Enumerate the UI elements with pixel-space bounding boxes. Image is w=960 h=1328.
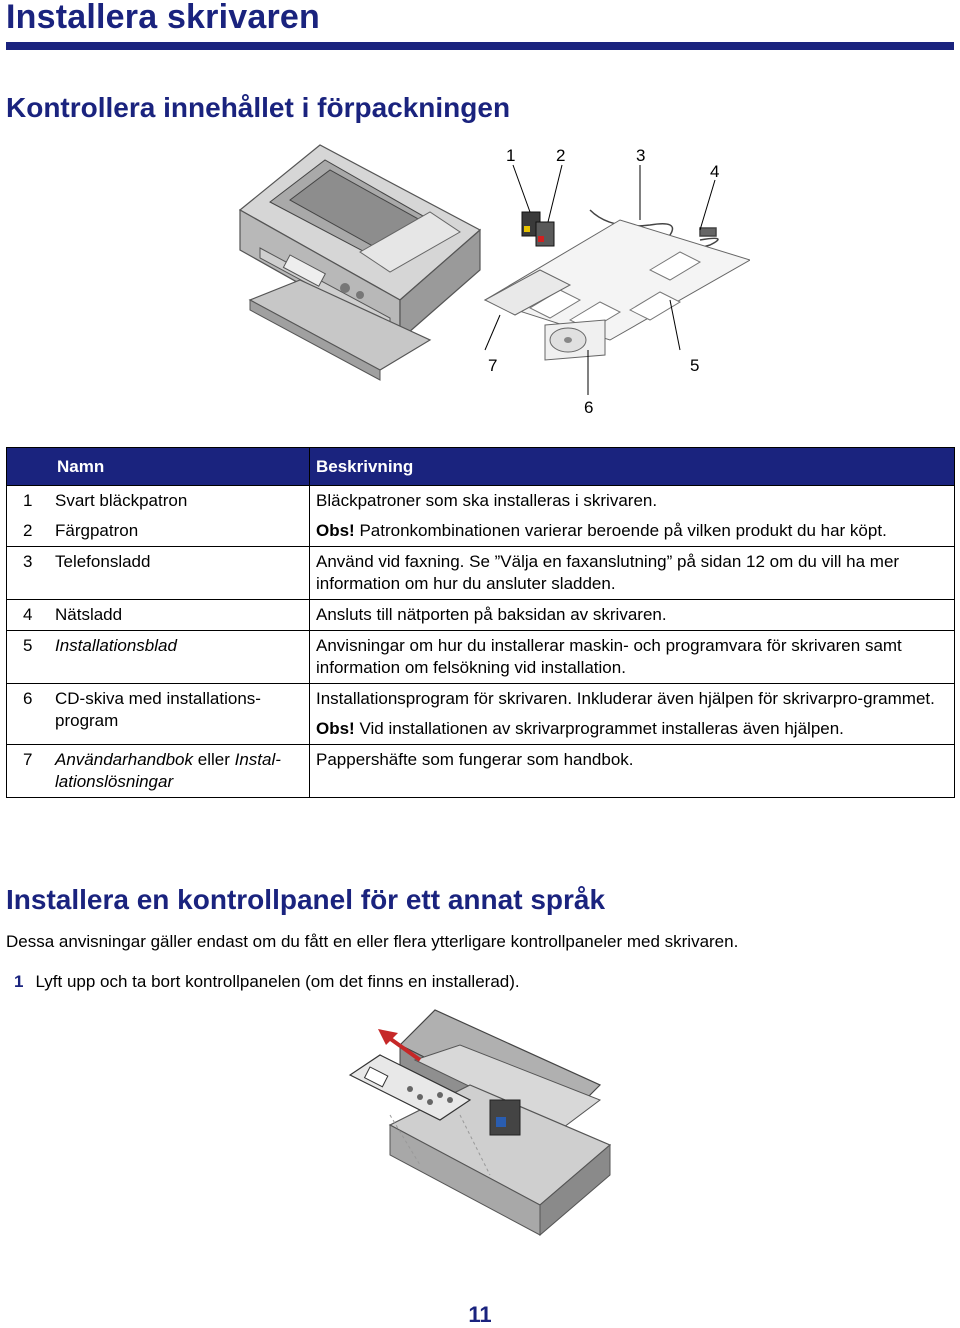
package-contents-illustration bbox=[230, 140, 750, 420]
callout-1: 1 bbox=[506, 146, 516, 165]
title-rule bbox=[6, 42, 954, 50]
callout-3: 3 bbox=[636, 146, 646, 165]
step-text: Lyft upp och ta bort kontrollpanelen (om det finns en installerad). bbox=[35, 972, 520, 991]
callout-4: 4 bbox=[710, 162, 720, 181]
row-note-text: Vid installationen av skrivarprogrammet installeras även hjälpen. bbox=[359, 719, 844, 738]
table-row bbox=[7, 486, 955, 517]
table-row bbox=[7, 745, 955, 798]
obs-label: Obs! bbox=[316, 521, 355, 540]
section-heading-control-panel: Installera en kontrollpanel för ett annat språk bbox=[6, 884, 606, 915]
row-description-text: Patronkombinationen varierar beroende på vilken produkt du har köpt. bbox=[359, 521, 887, 540]
section-intro: Dessa anvisningar gäller endast om du fått en eller flera ytterligare kontrollpaneler med skrivaren. bbox=[6, 932, 739, 951]
table-header-row bbox=[7, 448, 955, 486]
callout-5: 5 bbox=[690, 356, 700, 375]
header-name: Namn bbox=[7, 448, 310, 486]
row-description: Använd vid faxning. Se ”Välja en faxanslutning” på sidan 12 om du vill ha mer information om hur du ansluter sladden. bbox=[310, 547, 955, 600]
row-name: Svart bläckpatron bbox=[51, 486, 310, 517]
row-number: 7 bbox=[7, 745, 52, 798]
table-row bbox=[7, 600, 955, 631]
contents-table bbox=[6, 447, 955, 798]
callout-6: 6 bbox=[584, 398, 594, 417]
row-number: 5 bbox=[7, 631, 52, 684]
row-description: Bläckpatroner som ska installeras i skrivaren. bbox=[310, 486, 955, 517]
row-name: Installationsblad bbox=[51, 631, 310, 684]
row-description bbox=[310, 684, 955, 745]
table-row bbox=[7, 631, 955, 684]
control-panel-removal-illustration bbox=[330, 1005, 630, 1250]
row-description: Pappershäfte som fungerar som handbok. bbox=[310, 745, 955, 798]
row-name: Telefonsladd bbox=[51, 547, 310, 600]
table-row bbox=[7, 684, 955, 745]
row-name-part: eller bbox=[197, 750, 230, 769]
table-row bbox=[7, 516, 955, 547]
page-title: Installera skrivaren bbox=[6, 0, 320, 36]
obs-label: Obs! bbox=[316, 719, 355, 738]
page-number: 11 bbox=[468, 1302, 492, 1327]
row-number: 1 bbox=[7, 486, 52, 517]
row-name bbox=[51, 745, 310, 798]
row-name: Nätsladd bbox=[51, 600, 310, 631]
row-number: 3 bbox=[7, 547, 52, 600]
step-number: 1 bbox=[14, 972, 24, 991]
callout-2: 2 bbox=[556, 146, 566, 165]
row-number: 6 bbox=[7, 684, 52, 745]
row-number: 2 bbox=[7, 516, 52, 547]
row-name: Färgpatron bbox=[51, 516, 310, 547]
row-name-part: Användarhandbok bbox=[55, 750, 194, 769]
row-number: 4 bbox=[7, 600, 52, 631]
row-description: Anvisningar om hur du installerar maskin- och programvara för skrivaren samt information om felsökning vid installation. bbox=[310, 631, 955, 684]
table-row bbox=[7, 547, 955, 600]
row-description: Ansluts till nätporten på baksidan av skrivaren. bbox=[310, 600, 955, 631]
section-heading-contents: Kontrollera innehållet i förpackningen bbox=[6, 92, 511, 123]
step-1 bbox=[14, 972, 520, 992]
row-name-part: Instal-lationslösningar bbox=[55, 750, 281, 791]
printer-illustration bbox=[240, 145, 480, 380]
callout-7: 7 bbox=[488, 356, 498, 375]
row-name: CD-skiva med installations-program bbox=[51, 684, 310, 745]
row-description-text: Installationsprogram för skrivaren. Inkluderar även hjälpen för skrivarpro-grammet. bbox=[316, 689, 935, 708]
header-description: Beskrivning bbox=[310, 448, 955, 486]
row-description bbox=[310, 516, 955, 547]
cd-illustration bbox=[545, 320, 605, 360]
